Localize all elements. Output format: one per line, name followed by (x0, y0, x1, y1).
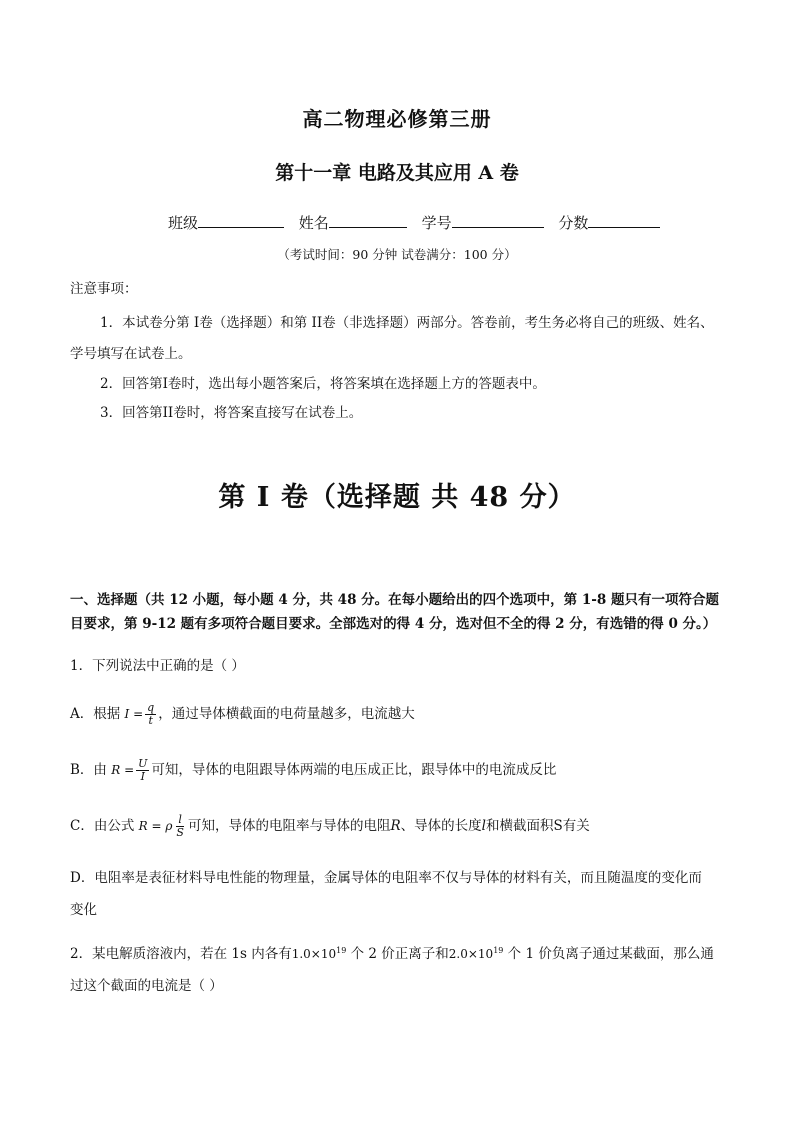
notice-heading: 注意事项： (70, 281, 138, 297)
option-a-numerator: q (147, 701, 155, 714)
instructions-line-2: 目要求，第 9-12 题有多项符合题目要求。全部选对的得 4 分，选对但不全的得 2 分，有选错的得 0 分。） (70, 616, 717, 632)
option-b-denominator: I (140, 770, 145, 783)
name-label: 姓名 (298, 214, 329, 232)
name-blank[interactable] (329, 213, 407, 228)
question-2-value-1 (292, 947, 347, 961)
notice-item-1: 1．本试卷分第 I卷（选择题）和第 II卷（非选择题）两部分。答卷前，考生务必将自己的班级、姓名、 (100, 315, 714, 331)
option-a-fraction (145, 702, 156, 727)
value-2-exponent: 19 (493, 946, 504, 955)
student-info-fields (168, 212, 670, 233)
question-2-value-2 (449, 947, 504, 961)
option-a-denominator: t (148, 714, 153, 727)
notice-item-3: 3．回答第II卷时，将答案直接写在试卷上。 (100, 405, 363, 421)
question-2-text-2: 个 2 价正离子和 (346, 946, 449, 962)
option-a-prefix: A．根据 (70, 706, 121, 722)
id-label: 学号 (421, 214, 452, 232)
option-b-numerator: U (138, 757, 148, 770)
question-1-option-a (70, 702, 415, 727)
option-c-numerator: l (178, 813, 182, 826)
option-c-var-l: l (481, 818, 486, 834)
class-blank[interactable] (198, 213, 284, 228)
score-label: 分数 (558, 214, 589, 232)
question-1-option-b (70, 758, 556, 783)
document-subtitle: 第十一章 电路及其应用 A 卷 (275, 162, 519, 184)
score-blank[interactable] (588, 213, 660, 228)
option-b-prefix: B．由 (70, 762, 107, 778)
value-2-base: 2.0×10 (448, 947, 494, 961)
question-1-stem: 1．下列说法中正确的是（ ） (70, 658, 245, 674)
instructions-line-1: 一、选择题（共 12 小题，每小题 4 分，共 48 分。在每小题给出的四个选项中，第 1-8 题只有一项符合题 (70, 592, 719, 608)
option-a-formula-lhs: I = (124, 707, 144, 721)
value-1-base: 1.0×10 (291, 947, 337, 961)
question-2-text-1: 2．某电解质溶液内，若在 1s 内各有 (70, 946, 292, 962)
document-title: 高二物理必修第三册 (302, 107, 492, 131)
section-title: 第 I 卷（选择题 共 48 分） (218, 482, 576, 513)
option-c-denominator: S (176, 826, 184, 839)
question-2-text-3: 个 1 价负离子通过某截面，那么通 (503, 946, 714, 962)
option-b-text: 可知，导体的电阻跟导体两端的电压成正比，跟导体中的电流成反比 (151, 762, 557, 778)
option-b-fraction (136, 758, 149, 783)
class-label: 班级 (168, 214, 199, 232)
option-c-text-2: 、导体的长度 (400, 818, 482, 834)
option-c-formula-lhs: R = ρ (138, 819, 173, 833)
id-blank[interactable] (452, 213, 544, 228)
notice-item-1-cont: 学号填写在试卷上。 (70, 346, 192, 362)
question-1-option-d-cont: 变化 (70, 902, 97, 918)
option-c-text-1: 可知，导体的电阻率与导体的电阻 (187, 818, 391, 834)
option-c-fraction (174, 814, 186, 839)
option-a-text: ，通过导体横截面的电荷量越多，电流越大 (158, 706, 415, 722)
notice-item-2: 2．回答第I卷时，选出每小题答案后，将答案填在选择题上方的答题表中。 (100, 376, 546, 392)
question-2-line-1 (70, 942, 714, 962)
option-c-prefix: C．由公式 (70, 818, 135, 834)
option-b-formula-lhs: R = (111, 763, 135, 777)
exam-time-info: （考试时间：90 分钟 试卷满分：100 分） (277, 247, 517, 262)
value-1-exponent: 19 (336, 946, 347, 955)
option-c-var-r: R (390, 818, 401, 834)
question-1-option-d: D．电阻率是表征材料导电性能的物理量，金属导体的电阻率不仅与导体的材料有关，而且随温度的变化而 (70, 870, 702, 886)
question-1-option-c (70, 814, 590, 839)
question-2-line-2: 过这个截面的电流是（ ） (70, 978, 223, 994)
option-c-text-3: 和横截面积S有关 (485, 818, 590, 834)
